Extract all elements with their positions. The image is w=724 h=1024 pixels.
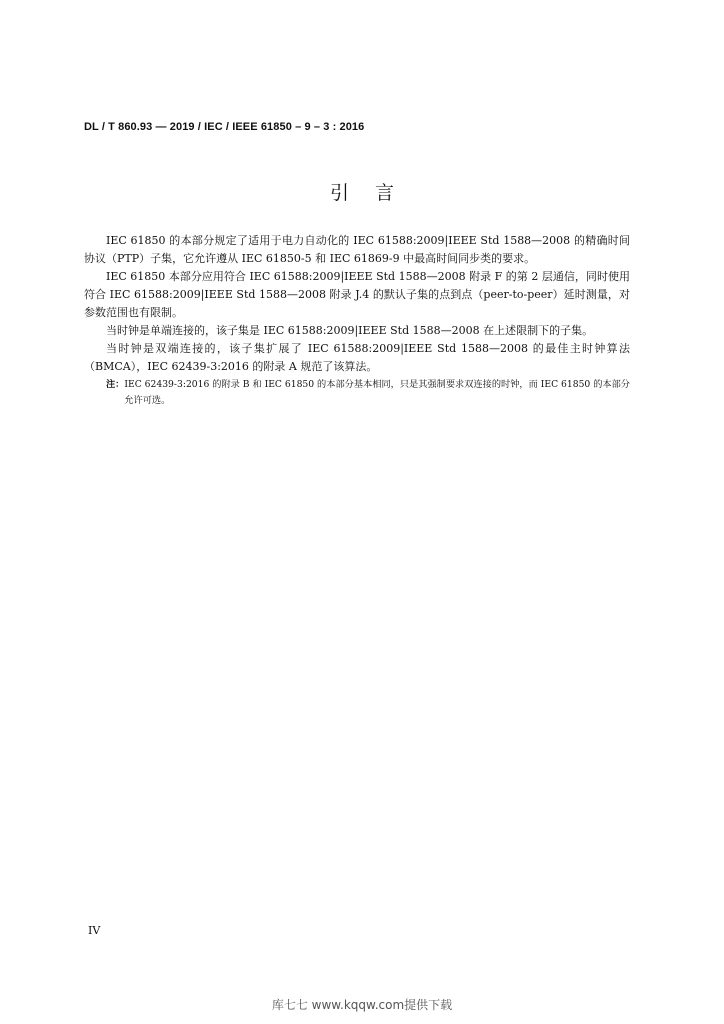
standard-number-header: DL / T 860.93 — 2019 / IEC / IEEE 61850 – 9 – 3 : 2016 — [84, 121, 365, 133]
page-title: 引言 — [329, 182, 420, 204]
note-label: 注： — [106, 379, 125, 390]
paragraph-2: IEC 61850 本部分应用符合 IEC 61588:2009|IEEE Std 1588—2008 附录 F 的第 2 层通信，同时使用符合 IEC 61588:2009|IEEE Std 1588—2008 附录 J.4 的默认子集的点到点（peer-to-peer）延时测量，对参数范围也有限制。 — [84, 270, 630, 319]
download-watermark: 库七七 www.kqqw.com提供下载 — [271, 998, 453, 1012]
note-text: IEC 62439-3:2016 的附录 B 和 IEC 61850 的本部分基本相同，只是其强制要求双连接的时钟，而 IEC 61850 的本部分允许可选。 — [124, 379, 630, 406]
paragraph-4: 当时钟是双端连接的，该子集扩展了 IEC 61588:2009|IEEE Std 1588—2008 的最佳主时钟算法（BMCA），IEC 62439-3:2016 的附录 A 规范了该算法。 — [84, 342, 630, 373]
page-number: IV — [88, 924, 101, 937]
paragraph-1: IEC 61850 的本部分规定了适用于电力自动化的 IEC 61588:2009|IEEE Std 1588—2008 的精确时间协议（PTP）子集，它允许遵从 IEC 61850-5 和 IEC 61869-9 中最高时间同步类的要求。 — [84, 234, 630, 265]
note — [84, 377, 630, 409]
paragraph-3: 当时钟是单端连接的，该子集是 IEC 61588:2009|IEEE Std 1588—2008 在上述限制下的子集。 — [106, 324, 594, 337]
body-text — [84, 232, 630, 409]
